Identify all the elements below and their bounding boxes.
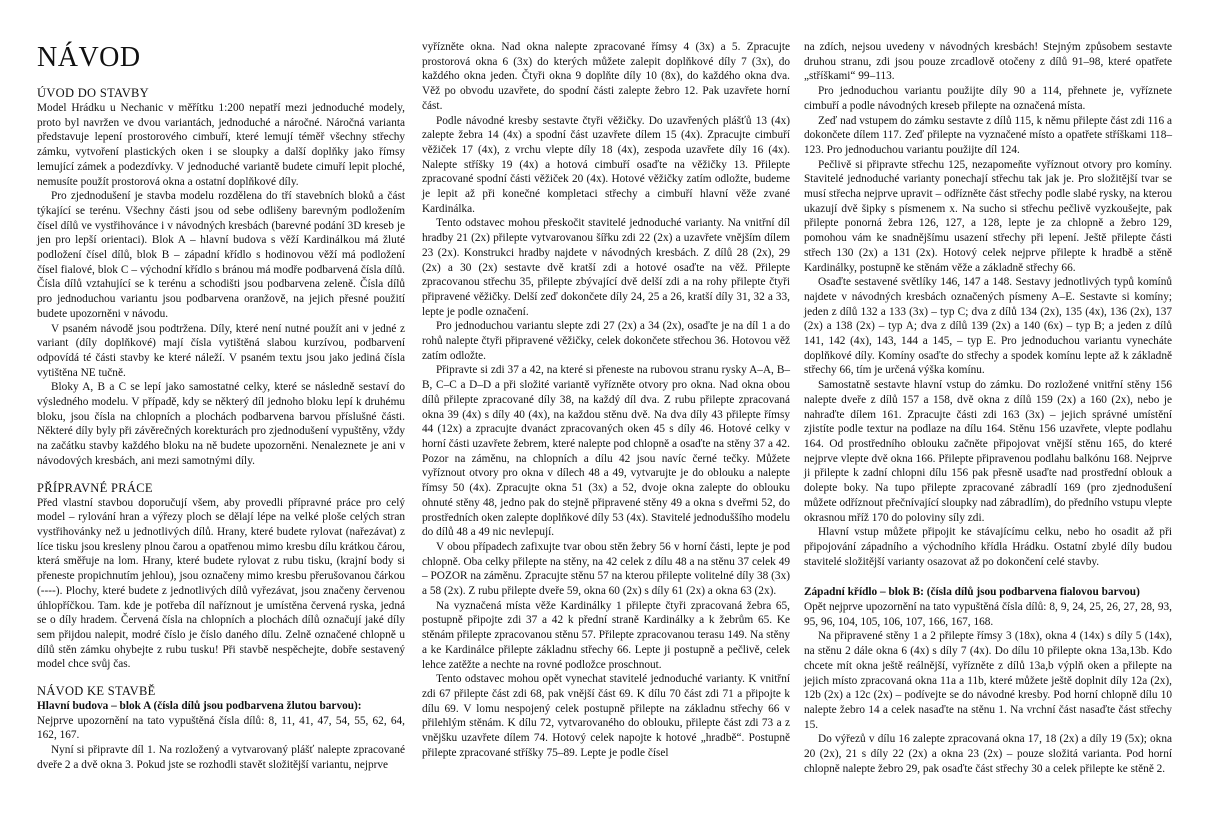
paragraph: Nejprve upozornění na tato vypuštěná čísla dílů: 8, 11, 41, 47, 54, 55, 62, 64, 162, 167. bbox=[37, 714, 405, 742]
paragraph: Osaďte sestavené světlíky 146, 147 a 148. Sestavy jednotlivých typů komínů najdete v návodných kresbách označených písmeny A–E. Sestavte si komíny; jeden z dílů 132 a 133 (3x) – typ C; dva z dílů 134 (2x), 135 (4x), 136 (2x), 137 (2x) a 138 (2x) – typ A; dva z dílů 139 (2x) a 140 (6x) – typ B; a jeden z dílů 141, 142 (4x), 143, 144 a 145, – typ E. Pro jednoduchou variantu vynecháte doplňkové díly. Komíny osaďte do střechy a spodek komínu lepte až k základně střechy 66, tím je určená výška komínu. bbox=[804, 276, 1172, 377]
paragraph: Tento odstavec mohou přeskočit stavitelé jednoduché varianty. Na vnitřní díl hradby 21 (2x) přilepte vytvarovanou šířku zdi 22 (2x) a uzavřete vnějším dílem 23 (2x). Konstrukci hradby najdete v návodných kresbách. Z dílů 28 (2x), 29 (2x) a 30 (2x) sestavte dvě kratší zdi a hotové osaďte na věž. Přilepte zpracovanou střechu 35, přilepte zbývající dvě delší zdi a na rohy přilepte čtyři připravené věžičky. Delší zeď dokončete díly 24, 25 a 26, kratší díly 31, 32 a 33, lepte je podle označení. bbox=[422, 217, 790, 318]
paragraph: Pro jednoduchou variantu slepte zdi 27 (2x) a 34 (2x), osaďte je na díl 1 a do rohů nalepte čtyři připravené věžičky, celek dokončete střechou 36. Hotovou věž zatím odložte. bbox=[422, 320, 790, 362]
paragraph: Zeď nad vstupem do zámku sestavte z dílů 115, k němu přilepte část zdi 116 a dokončete dílem 117. Zeď přilepte na vyznačené místo a opatřete stříškami 118–123. Pro jednoduchou variantu použijte díl 124. bbox=[804, 114, 1172, 156]
paragraph: Model Hrádku u Nechanic v měřítku 1:200 nepatří mezi jednoduché modely, proto byl navržen ve dvou variantách, jednoduché a náročné. Náročná varianta představuje lepení prostorového cimbuří, které lemují téměř všechny střechy zámku, vytvoření plastických oken i se sloupky a další doplňky jako římsy lemující zámek a podezdívky. V jednoduché variantě budete cimuří lepit ploché, nemusíte použít prostorová okna a ostatní doplňkové díly. bbox=[37, 102, 405, 188]
paragraph: V psaném návodě jsou podtržena. Díly, které není nutné použít ani v jedné z variant (díly doplňkové) mají čísla vytištěná slabou kurzívou, podbarvení odpovídá té části stavby ke které náleží. V psaném textu jsou jako jediná čísla vytištěna NE tučně. bbox=[37, 322, 405, 379]
paragraph: Na vyznačená místa věže Kardinálky 1 přilepte čtyři zpracovaná žebra 65, postupně připojte zdi 37 a 42 k přední straně Kardinálky a k žebrům 65. Ke stěnám přilepte zpracovanou stěnu 57. Přilepte zpracovanou terasu 149. Na stěny a ke Kardinálce přilepte základnu střechy 66. Lepte ji postupně a pečlivě, celek lehce zatěžte a nechte na rovné podložce proschnout. bbox=[422, 599, 790, 671]
paragraph: Pro zjednodušení je stavba modelu rozdělena do tří stavebních bloků a část týkající se terénu. Všechny části jsou od sebe odlišeny barevným podložením čísel dílů ve vystřihovánce i v návodných kresbách (barevné podání 3D kreseb je jen pro lepší orientaci). Blok A – hlavní budova s věží Kardinálkou má žluté podložení čísel dílů, blok B – západní křídlo s hodinovou věží má podložení čísel fialové, blok C – východní křídlo s bránou má modře podbarvená čísla dílů. Čísla dílů vztahující se k terénu a schodišti jsou podbarvena zeleně. Čísla dílů pro jednoduchou variantu jsou podbarvena oranžově, na jejich přesné použití budete upozorněni v návodu. bbox=[37, 190, 405, 320]
paragraph: Samostatně sestavte hlavní vstup do zámku. Do rozložené vnitřní stěny 156 nalepte dveře z dílů 157 a 158, dvě okna z dílů 159 (2x) a 160 (2x), nebo je nahraďte dílem 161. Zpracujte části zdi 163 (3x) – jejich správné umístění zjistíte podle textur na podlaze na dílu 164. Stěnu 156 uzavřete, vlepte podlahu 164. Od prostředního oblouku začněte připojovat vnější stěnu 165, do které nejprve vlepte dvě okna 166. Přilepte připravenou podlahu balkónu 168. Nejprve ji přilepte k zadní chlopni dílu 156 pak přesně usaďte nad prostřední oblouk a dolepte boky. Na tupo přilepte zpracované zábradlí 169 (pro zjednodušení můžete odříznout přečnívající sloupky nad zábradlím), do předního vstupu vlepte okrasnou mříž 170 do poloviny síly zdi. bbox=[804, 379, 1172, 524]
paragraph: Podle návodné kresby sestavte čtyři věžičky. Do uzavřených plášťů 13 (4x) zalepte žebra 14 (4x) a spodní část uzavřete dílem 15 (4x). Zpracujte cimbuří věžiček 17 (4x), z vrchu vlepte díly 18 (4x), zespoda uzavřete díly 16 (4x). Nalepte stříšky 19 (4x) a hotová cimbuří osaďte na věžičky 13. Přilepte zpracované spodní části věžiček 20 (4x). Hotové věžičky zatím odložte, budeme je lepit až při konečné kompletaci střechy a cimbuří hlavní věže zvané Kardinálka. bbox=[422, 114, 790, 215]
paragraph: Opět nejprve upozornění na tato vypuštěná čísla dílů: 8, 9, 24, 25, 26, 27, 28, 93, 95, 96, 104, 105, 106, 107, 166, 167, 168. bbox=[804, 601, 1172, 628]
section-heading-preparation: PŘÍPRAVNÉ PRÁCE bbox=[37, 480, 153, 495]
paragraph: V obou případech zafixujte tvar obou stěn žebry 56 v horní části, lepte je pod chlopně. Oba celky přilepte na stěny, na 42 celek z dílu 48 a na stěnu 37 celek 49 – POZOR na záměnu. Zpracujte stěnu 57 na kterou přilepte volitelné díly 38 (3x) a 58 (2x). Z rubu přilepte dveře 59, okna 60 (2x) s díly 61 (2x) a okna 63 (2x). bbox=[422, 540, 790, 598]
paragraph: Připravte si zdi 37 a 42, na které si přeneste na rubovou stranu rysky A–A, B–B, C–C a D–D a při složité variantě vyřízněte otvory pro okna. Nad okna obou dílů přilepte zpracované díly 38, na každý díl dva. Z rubu přilepte zpracovaná okna 39 (4x) s díly 40 (4x), na každou stěnu dvě. Na dva díly 43 přilepte římsy 44 (12x) a zpracujte dvanáct zpracovaných oken 45 s díly 46. Hotové celky v horní části uzavřete žebrem, které nalepte pod chlopně a osaďte na stěny 37 a 42. Pozor na záměnu, na chlopních a dílu 42 jsou navíc černé tečky. Můžete vyříznout otvory pro okna v dílech 48 a 49, vytvarujte je do oblouku a nalepte římsy 50 (4x). Zpracujte okna 51 (3x) a 52, dvoje okna zalepte do oblouku ohnuté stěny 48, jedno pak do stejně připravené stěny 49 a okna s dveřmi 52, do prostředních oken zalepte doplňkové díly 53 (4x). Stavitelé jednoduššího modelu do dílů 48 a 49 nic nevlepují. bbox=[422, 364, 790, 539]
column-left bbox=[37, 42, 405, 773]
paragraph: Před vlastní stavbou doporučují všem, aby provedli přípravné práce pro celý model – rylování hran a výřezy ploch se dělají lépe na velké ploše celých stran vystřihovánky než u jednotlivých dílů. Hrany, které budete rylovat (nařezávat) z líce tisku jsou kresleny plnou čarou a opatřenou mimo kresbu dílu krátkou čárou, která směřuje na lom. Hrany, které budete rylovat z rubu tisku, (krajní body si přeneste propichnutím jehlou), jsou označeny mimo kresbu přerušovanou čárkou (----). Plochy, které budete z jednotlivých dílů vyřezávat, jsou značeny červenou úhlopříčkou. Tam. kde je potřeba díl naříznout je umístěna červená ryska, jedná se o díly hradem. Červená čísla na chlopních a plochách dílů označují jaké díly sem přijdou nalepit, modré číslo je číslo daného dílu. Zelně označené chlopně u dílů stěn zámku ohybejte z rubu tusku! Při stavbě nespěchejte, dobře sestavený model chce svůj čas. bbox=[37, 496, 405, 671]
block-a-heading: Hlavní budova – blok A (čísla dílů jsou podbarvena žlutou barvou): bbox=[37, 700, 362, 713]
section-heading-intro: ÚVOD DO STAVBY bbox=[37, 86, 150, 100]
paragraph: Na připravené stěny 1 a 2 přilepte římsy 3 (18x), okna 4 (14x) s díly 5 (14x), na stěnu 2 dále okna 6 (4x) s díly 7 (4x). Do dílu 10 přilepte okna 13a,13b. Kdo chcete mít okna ještě reálnější, vyřízněte z dílů 13a,b výplň oken a přilepte na jejich místo zpracovaná okna 11a a 11b, které můžete ještě doplnit díly 12a (2x), 12b (2x) a 12c (2x) – podívejte se do návodné kresby. Pod horní chlopně dílu 10 nalepte žebro 14 a celek nasaďte na stěnu 1. Na vrchní část nasaďte část střechy 15. bbox=[804, 630, 1172, 731]
paragraph: na zdích, nejsou uvedeny v návodných kresbách! Stejným způsobem sestavte druhou stranu, zdi jsou pouze zrcadlově otočeny z dílů 91–98, které opatřete „stříškami“ 99–113. bbox=[804, 41, 1172, 83]
paragraph: Do výřezů v dílu 16 zalepte zpracovaná okna 17, 18 (2x) a díly 19 (5x); okna 20 (2x), 21 s díly 22 (2x) a okna 23 (2x) – pouze složitá varianta. Pod horní chlopně nalepte žebro 29, pak osaďte část střechy 30 a celek přilepte ke stěně 2. bbox=[804, 733, 1172, 775]
block-b-heading: Západní křídlo – blok B: (čísla dílů jsou podbarvena fialovou barvou) bbox=[804, 586, 1140, 599]
paragraph: Tento odstavec mohou opět vynechat stavitelé jednoduché varianty. K vnitřní zdi 67 přilepte část zdi 68, pak vnější část 69. K dílu 70 část zdi 71 a připojte k dílu 69. V lomu nespojený celek postupně přilepte na základnu střechy 66 v přilehlým stěnám. K dílu 72, vytvarovaného do oblouku, přilepte část zdi 73 a z vnějšku uzavřete dílem 74. Hotový celek napojte k hotové „hradbě“. Postupně přilepte zpracované stříšky 75–89. Lepte je podle čísel bbox=[422, 673, 790, 759]
column-right bbox=[804, 40, 1172, 776]
paragraph: Pečlivě si připravte střechu 125, nezapomeňte vyříznout otvory pro komíny. Stavitelé jednoduché varianty ponechají střechu tak jak je. Pro složitější tvar se musí střecha nejprve upravit – odřízněte část střechy podle slabé rysky, na kterou ukazují dvě šipky s písmenem x. Na sucho si střechu pečlivě vyzkoušejte, pak přilepte ponorná žebra 126, 127, a 128, lepte je za chlopně a žebro 129, pomohou vám ke snadnějšímu usazení střechy při lepení. Ještě přilepte části střech 130 (2x) a 131 (2x). Hotový celek nejprve přilepte k hradbě a stěně Kardinálky, postupně ke stěnám věže a základně střechy 66. bbox=[804, 158, 1172, 274]
paragraph: Bloky A, B a C se lepí jako samostatné celky, které se následně sestaví do výsledného modelu. V případě, kdy se některý díl jednoho bloku lepí k druhému bloku, jsou čísla na chlopních a plochách podbarvena barvou příslušné části. Některé díly byly při závěrečných korekturách pro zjednodušení vypuštěny, vždy na začátku stavby každého bloku na ně budete upozorněni. Nenaleznete je ani v návodových kresbách, ani mezi samotnými díly. bbox=[37, 381, 405, 467]
paragraph: vyřízněte okna. Nad okna nalepte zpracované římsy 4 (3x) a 5. Zpracujte prostorová okna 6 (3x) do kterých můžete zalepit doplňkové díly 7 (3x), do každého okna jeden. Čtyři okna 9 doplňte díly 10 (8x), do každého okna dva. Věž po obvodu uzavřete, do spodní části zalepte žebro 12. Pak uzavřete horní část. bbox=[422, 41, 790, 112]
paragraph: Hlavní vstup můžete připojit ke stávajícímu celku, nebo ho osadit až při připojování západního a východního křídla Hrádku. Ostatní zbylé díly budou stavitelé složitější varianty osazovat až po dokončení celé stavby. bbox=[804, 526, 1172, 568]
paragraph: Pro jednoduchou variantu použijte díly 90 a 114, přehnete je, vyříznete cimbuří a podle návodných kreseb přilepte na označená místa. bbox=[804, 85, 1172, 112]
paragraph: Nyní si připravte díl 1. Na rozložený a vytvarovaný plášť nalepte zpracované dveře 2 a dvě okna 3. Pokud jste se rozhodli stavět složitější variantu, nejprve bbox=[37, 744, 405, 771]
section-heading-instructions: NÁVOD KE STAVBĚ bbox=[37, 684, 156, 699]
page-title: NÁVOD bbox=[37, 42, 141, 73]
column-middle bbox=[422, 40, 790, 760]
